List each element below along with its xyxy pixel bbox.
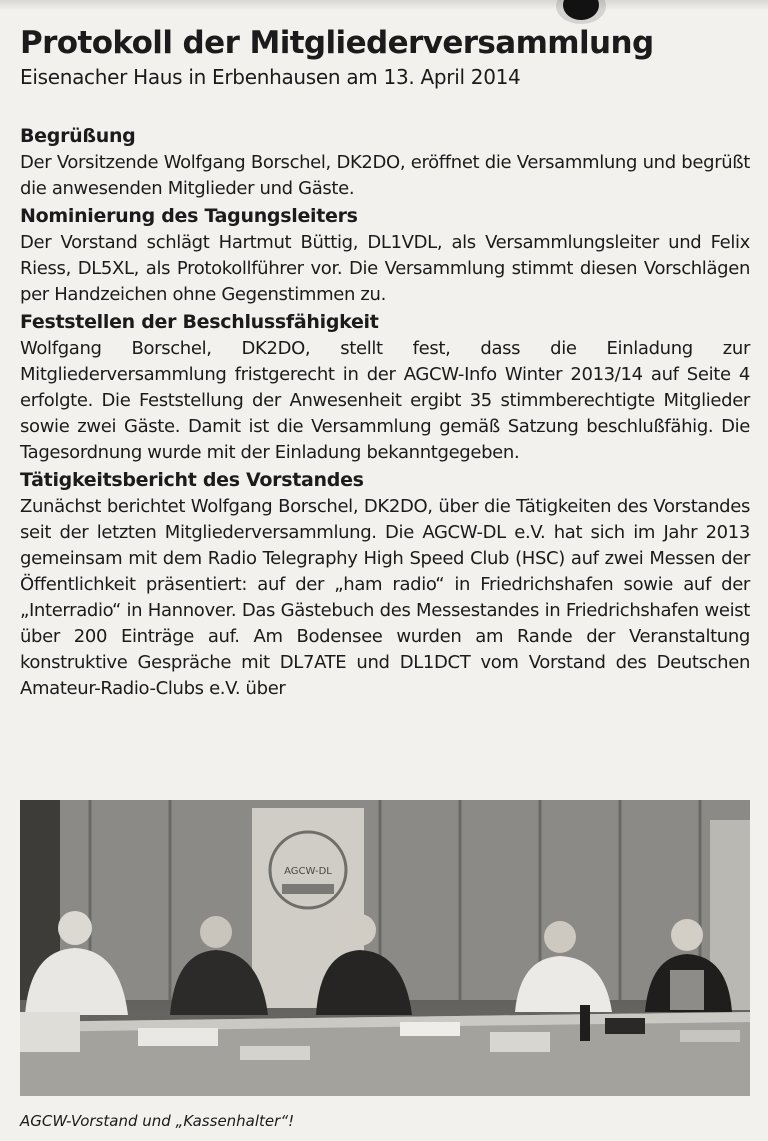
conference-table bbox=[20, 1005, 750, 1096]
section-nominierung bbox=[20, 202, 750, 308]
top-edge-shade bbox=[0, 0, 768, 10]
board-photo-illustration bbox=[20, 800, 750, 1096]
section-heading: Feststellen der Beschlussfähigkeit bbox=[20, 311, 379, 333]
banner-text: AGCW-DL bbox=[284, 866, 332, 877]
page-subtitle: Eisenacher Haus in Erbenhausen am 13. April 2014 bbox=[20, 65, 521, 89]
section-heading: Tätigkeitsbericht des Vorstandes bbox=[20, 469, 364, 491]
board-photo bbox=[20, 800, 750, 1096]
section-paragraph: Wolfgang Borschel, DK2DO, stellt fest, dass die Einladung zur Mitgliederversammlung fristgerecht in der AGCW-Info Winter 2013/14 auf Seite 4 erfolgte. Die Feststellung der Anwesenheit ergibt 35 stimmberechtigte Mitglieder sowie zwei Gäste. Damit ist die Versammlung gemäß Satzung beschlußfähig. Die Tagesordnung wurde mit der Einladung bekanntgegeben. bbox=[20, 338, 750, 463]
section-paragraph: Der Vorstand schlägt Hartmut Büttig, DL1VDL, als Versammlungsleiter und Felix Riess, DL5XL, als Protokollführer vor. Die Versammlung stimmt diesen Vorschlägen per Handzeichen ohne Gegenstimmen zu. bbox=[20, 232, 750, 305]
photo-caption: AGCW-Vorstand und „Kassenhalter“! bbox=[20, 1112, 295, 1130]
section-beschlussfaehigkeit bbox=[20, 308, 750, 466]
section-paragraph: Zunächst berichtet Wolfgang Borschel, DK2DO, über die Tätigkeiten des Vorstandes seit der letzten Mitgliederversammlung. Die AGCW-DL e.V. hat sich im Jahr 2013 gemeinsam mit dem Radio Telegraphy High Speed Club (HSC) auf zwei Messen der Öffentlichkeit präsentiert: auf der „ham radio“ in Friedrichshafen sowie auf der „Interradio“ in Hannover. Das Gästebuch des Messestandes in Friedrichshafen weist über 200 Einträge auf. Am Bodensee wurden am Rande der Veranstaltung konstruktive Gespräche mit DL7ATE und DL1DCT vom Vorstand des Deutschen Amateur-Radio-Clubs e.V. über bbox=[20, 496, 750, 699]
section-paragraph: Der Vorsitzende Wolfgang Borschel, DK2DO, eröffnet die Versammlung und begrüßt die anwesenden Mitglieder und Gäste. bbox=[20, 152, 750, 199]
section-heading: Nominierung des Tagungsleiters bbox=[20, 205, 358, 227]
section-heading: Begrüßung bbox=[20, 125, 136, 147]
article-body bbox=[20, 122, 750, 702]
section-begruessung bbox=[20, 122, 750, 202]
section-taetigkeitsbericht bbox=[20, 466, 750, 702]
page-title: Protokoll der Mitgliederversammlung bbox=[20, 25, 654, 61]
